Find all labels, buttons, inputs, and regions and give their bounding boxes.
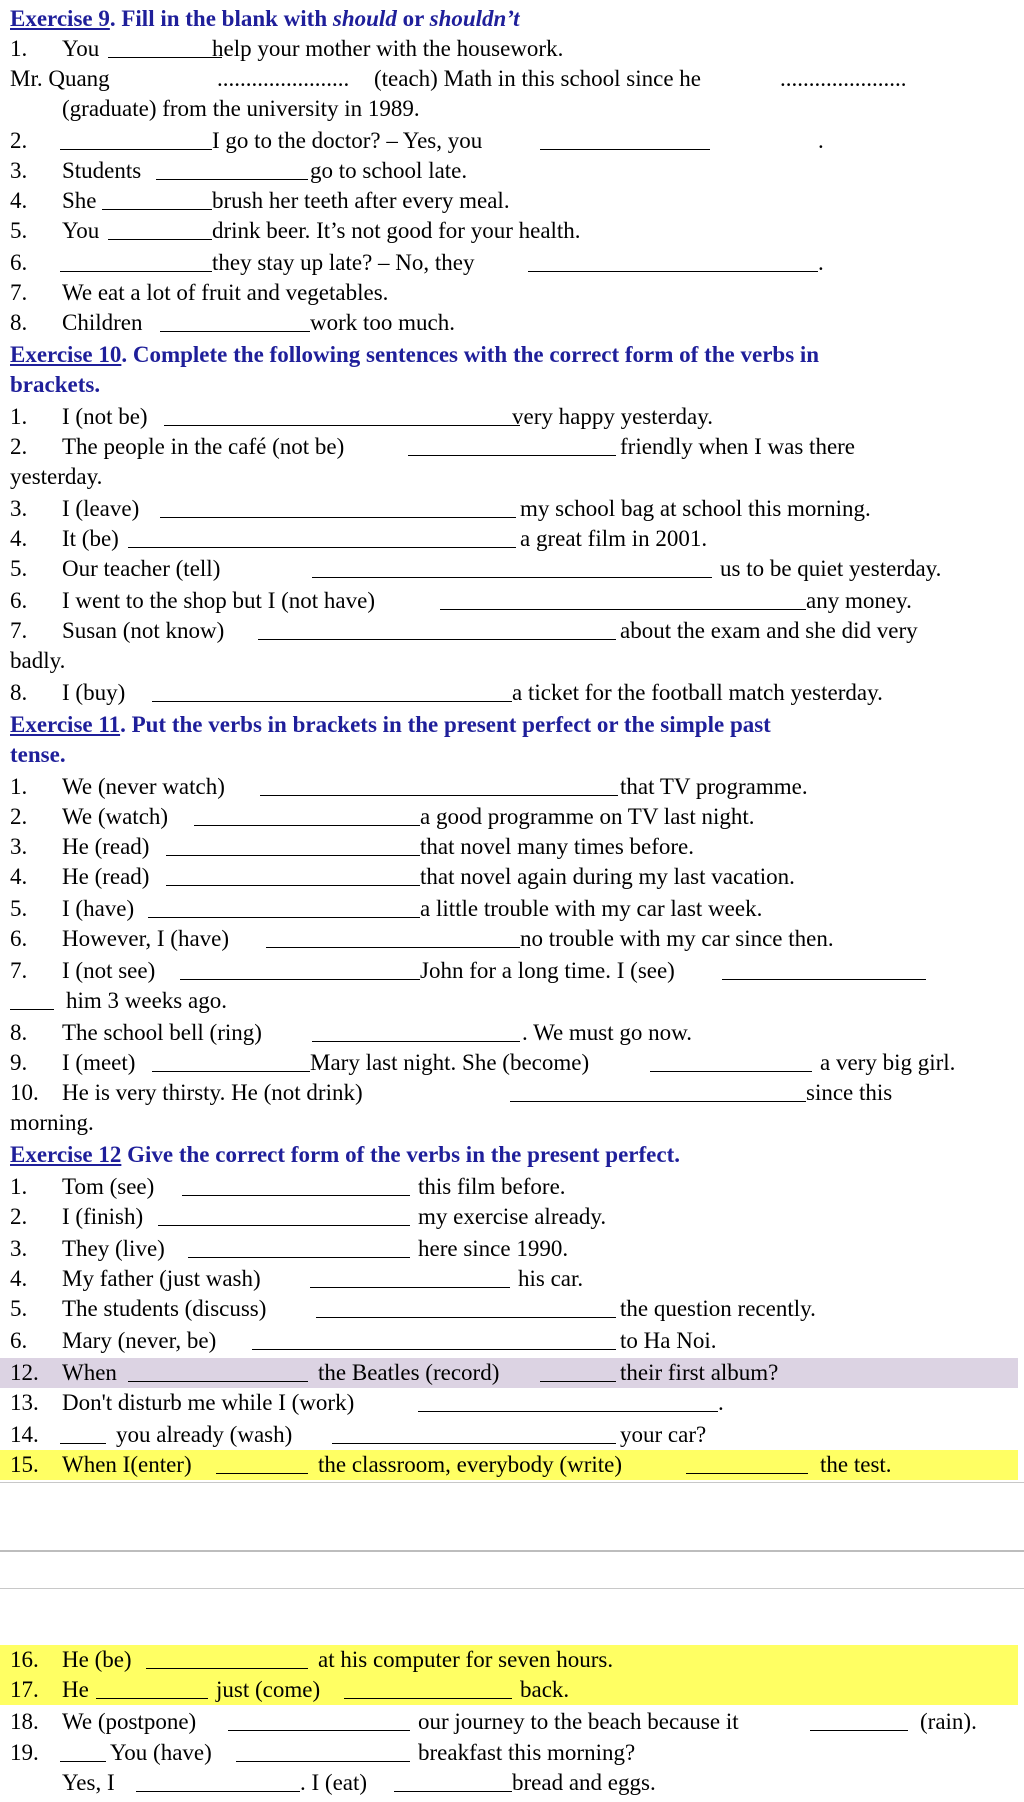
item-text: Mary last night. She (become)	[310, 1050, 590, 1075]
item-text: badly.	[10, 648, 66, 673]
item-number: 3.	[10, 158, 28, 183]
item-text: at his computer for seven hours.	[318, 1647, 614, 1672]
page-break-top	[0, 1482, 1024, 1483]
item-text: help your mother with the housework.	[212, 36, 564, 61]
answer-dots[interactable]: .......................	[217, 66, 350, 91]
item-text: this film before.	[418, 1174, 566, 1199]
item-number: 10.	[10, 1080, 39, 1105]
ex12-item-19-cont	[10, 1768, 1000, 1798]
answer-blank[interactable]	[136, 1768, 300, 1792]
answer-blank[interactable]	[164, 402, 520, 426]
exercise-9-instruction: . Fill in the blank with	[109, 6, 333, 31]
ex9-item-6	[10, 248, 1000, 278]
item-number: 1.	[10, 404, 28, 429]
item-number: 4.	[10, 1266, 28, 1291]
exercise-10-title: Exercise 10	[10, 342, 122, 367]
exercise-10-heading-cont	[10, 370, 1000, 400]
item-number: 8.	[10, 310, 28, 335]
item-text: to Ha Noi.	[620, 1328, 717, 1353]
answer-blank[interactable]	[316, 1294, 616, 1318]
item-text: .	[718, 1390, 724, 1415]
item-text: He	[62, 1677, 89, 1702]
item-text: You	[62, 218, 100, 243]
item-text: a great film in 2001.	[520, 526, 708, 551]
item-text: the classroom, everybody (write)	[318, 1452, 623, 1477]
item-text: they stay up late? – No, they	[212, 250, 475, 275]
ex9-item-1	[10, 34, 1000, 64]
item-text: that novel many times before.	[420, 834, 695, 859]
ex12-item-3	[10, 1234, 1000, 1264]
answer-blank[interactable]	[194, 802, 420, 826]
ex10-item-7-cont	[10, 646, 1000, 676]
item-text: The school bell (ring)	[62, 1020, 262, 1045]
item-text: drink beer. It’s not good for your health.	[212, 218, 581, 243]
item-text: When	[62, 1360, 117, 1385]
item-text: .	[818, 128, 824, 153]
answer-blank[interactable]	[102, 186, 212, 210]
item-text: (graduate) from the university in 1989.	[62, 96, 420, 121]
item-number: 5.	[10, 218, 28, 243]
answer-blank[interactable]	[266, 924, 520, 948]
answer-blank[interactable]	[394, 1768, 512, 1792]
item-number: 2.	[10, 1204, 28, 1229]
answer-blank[interactable]	[108, 34, 222, 58]
answer-blank[interactable]	[156, 156, 308, 180]
exercise-10-instruction-cont: brackets.	[10, 372, 101, 397]
item-number: 3.	[10, 834, 28, 859]
item-text: Susan (not know)	[62, 618, 225, 643]
ex10-item-8	[10, 678, 1000, 708]
item-text: We (watch)	[62, 804, 169, 829]
item-number: 16.	[10, 1647, 39, 1672]
ex11-item-7-cont	[10, 986, 1000, 1016]
item-number: 17.	[10, 1677, 39, 1702]
item-text: friendly when I was there	[620, 434, 856, 459]
ex11-item-5	[10, 894, 1000, 924]
answer-blank[interactable]	[128, 1358, 308, 1382]
item-text: a ticket for the football match yesterday.	[512, 680, 883, 705]
item-number: 6.	[10, 250, 28, 275]
item-text: his car.	[518, 1266, 584, 1291]
item-text: I (buy)	[62, 680, 126, 705]
answer-blank[interactable]	[182, 1172, 410, 1196]
item-number: 7.	[10, 958, 28, 983]
answer-blank[interactable]	[528, 248, 818, 272]
ex11-item-8	[10, 1018, 1000, 1048]
answer-blank[interactable]	[152, 1048, 310, 1072]
ex12-item-5	[10, 1294, 1000, 1324]
item-text: He (read)	[62, 864, 150, 889]
answer-blank[interactable]	[650, 1048, 812, 1072]
ex11-item-4	[10, 862, 1000, 892]
item-number: 7.	[10, 618, 28, 643]
exercise-11-heading-cont	[10, 740, 1000, 770]
answer-blank[interactable]	[236, 1738, 410, 1762]
item-text: (teach) Math in this school since he	[374, 66, 702, 91]
ex9-item-3	[10, 156, 1000, 186]
exercise-9-title: Exercise 9	[10, 6, 110, 31]
item-text: Our teacher (tell)	[62, 556, 221, 581]
item-text: a little trouble with my car last week.	[420, 896, 763, 921]
item-text: the test.	[820, 1452, 892, 1477]
ex10-item-5	[10, 554, 1000, 584]
item-text: Children	[62, 310, 143, 335]
answer-dots[interactable]: ......................	[780, 66, 907, 91]
item-number: 4.	[10, 864, 28, 889]
answer-blank[interactable]	[166, 832, 420, 856]
answer-blank[interactable]	[146, 1645, 308, 1669]
item-text: When I(enter)	[62, 1452, 192, 1477]
item-number: 6.	[10, 1328, 28, 1353]
item-number: 14.	[10, 1422, 39, 1447]
item-number: 5.	[10, 1296, 28, 1321]
item-text: He (read)	[62, 834, 150, 859]
answer-blank[interactable]	[60, 1420, 106, 1444]
item-text: .	[818, 250, 824, 275]
answer-blank[interactable]	[160, 494, 516, 518]
item-text: any money.	[806, 588, 912, 613]
item-text: our journey to the beach because it	[418, 1709, 739, 1734]
answer-blank[interactable]	[166, 862, 420, 886]
item-text: . We must go now.	[522, 1020, 693, 1045]
item-text: the question recently.	[620, 1296, 816, 1321]
item-text: Don't disturb me while I (work)	[62, 1390, 355, 1415]
ex10-item-2-cont	[10, 462, 1000, 492]
answer-blank[interactable]	[260, 772, 618, 796]
item-text: that TV programme.	[620, 774, 808, 799]
item-text: We eat a lot of fruit and vegetables.	[62, 280, 389, 305]
item-number: 1.	[10, 774, 28, 799]
exercise-11-title: Exercise 11	[10, 712, 121, 737]
item-text: work too much.	[310, 310, 456, 335]
item-number: 3.	[10, 496, 28, 521]
item-text: John for a long time. I (see)	[420, 958, 675, 983]
item-text: (rain).	[920, 1709, 977, 1734]
ex12-item-14	[10, 1420, 1000, 1450]
ex9-item-2	[10, 126, 1000, 156]
exercise-10-instruction: . Complete the following sentences with the correct form of the verbs in	[121, 342, 820, 367]
item-number: Mr. Quang	[10, 66, 110, 91]
item-text: You	[62, 36, 100, 61]
answer-blank[interactable]	[216, 1450, 308, 1474]
item-text: that novel again during my last vacation.	[420, 864, 795, 889]
item-text: We (postpone)	[62, 1709, 197, 1734]
ex10-item-4	[10, 524, 1000, 554]
item-number: 2.	[10, 804, 28, 829]
ex11-item-9	[10, 1048, 1000, 1078]
ex9-item-7	[10, 278, 1000, 308]
item-number: 18.	[10, 1709, 39, 1734]
item-number: 2.	[10, 128, 28, 153]
item-text: However, I (have)	[62, 926, 230, 951]
ex12-item-19	[10, 1738, 1000, 1768]
ex12-item-2	[10, 1202, 1000, 1232]
ex9-item-mr-quang	[10, 64, 1000, 94]
page-break-bottom	[0, 1588, 1024, 1589]
item-text: about the exam and she did very	[620, 618, 918, 643]
item-text: I (finish)	[62, 1204, 144, 1229]
item-text: I (leave)	[62, 496, 140, 521]
item-text: bread and eggs.	[512, 1770, 656, 1795]
item-text: It (be)	[62, 526, 119, 551]
ex11-item-7	[10, 956, 1000, 986]
answer-blank[interactable]	[128, 524, 516, 548]
answer-blank[interactable]	[60, 126, 212, 150]
answer-blank[interactable]	[148, 894, 420, 918]
item-number: 2.	[10, 434, 28, 459]
answer-blank[interactable]	[10, 986, 54, 1010]
item-number: 7.	[10, 280, 28, 305]
exercise-9-or: or	[396, 6, 430, 31]
ex11-item-10-cont	[10, 1108, 1000, 1138]
ex11-item-1	[10, 772, 1000, 802]
item-text: here since 1990.	[418, 1236, 569, 1261]
item-text: a good programme on TV last night.	[420, 804, 755, 829]
exercise-12-title: Exercise 12	[10, 1142, 122, 1167]
item-text: My father (just wash)	[62, 1266, 261, 1291]
item-text: They (live)	[62, 1236, 165, 1261]
answer-blank[interactable]	[180, 956, 420, 980]
ex12-item-13	[10, 1388, 1000, 1418]
item-text: back.	[520, 1677, 570, 1702]
ex11-item-3	[10, 832, 1000, 862]
item-text: The students (discuss)	[62, 1296, 267, 1321]
ex10-item-1	[10, 402, 1000, 432]
ex12-item-4	[10, 1264, 1000, 1294]
ex11-item-2	[10, 802, 1000, 832]
item-text: since this	[806, 1080, 893, 1105]
exercise-12-heading	[10, 1140, 1000, 1170]
item-text: yesterday.	[10, 464, 103, 489]
answer-blank[interactable]	[152, 678, 512, 702]
item-number: 6.	[10, 926, 28, 951]
answer-blank[interactable]	[96, 1675, 208, 1699]
item-number: 3.	[10, 1236, 28, 1261]
answer-blank[interactable]	[310, 1264, 510, 1288]
item-text: you already (wash)	[116, 1422, 293, 1447]
item-number: 8.	[10, 1020, 28, 1045]
item-text: brush her teeth after every meal.	[212, 188, 510, 213]
answer-blank[interactable]	[810, 1707, 908, 1731]
item-text: She	[62, 188, 97, 213]
item-number: 5.	[10, 556, 28, 581]
ex11-item-6	[10, 924, 1000, 954]
answer-blank[interactable]	[60, 248, 212, 272]
answer-blank[interactable]	[252, 1326, 616, 1350]
item-text: breakfast this morning?	[418, 1740, 636, 1765]
answer-blank[interactable]	[540, 126, 710, 150]
item-text: We (never watch)	[62, 774, 225, 799]
ex12-item-6	[10, 1326, 1000, 1356]
item-text: my exercise already.	[418, 1204, 607, 1229]
item-number: 9.	[10, 1050, 28, 1075]
answer-blank[interactable]	[722, 956, 926, 980]
ex9-item-mr-quang-cont	[10, 94, 1000, 124]
item-text: He is very thirsty. He (not drink)	[62, 1080, 363, 1105]
item-text: their first album?	[620, 1360, 779, 1385]
answer-blank[interactable]	[686, 1450, 808, 1474]
ex12-item-15	[0, 1450, 1018, 1480]
answer-blank[interactable]	[312, 1018, 520, 1042]
ex10-item-7	[10, 616, 1000, 646]
item-text: morning.	[10, 1110, 94, 1135]
item-text: I (meet)	[62, 1050, 136, 1075]
exercise-11-instruction: . Put the verbs in brackets in the present perfect or the simple past	[120, 712, 771, 737]
answer-blank[interactable]	[188, 1234, 410, 1258]
item-text: Tom (see)	[62, 1174, 155, 1199]
item-text: I went to the shop but I (not have)	[62, 588, 375, 613]
exercise-11-instruction-cont: tense.	[10, 742, 66, 767]
item-number: 5.	[10, 896, 28, 921]
ex9-item-4	[10, 186, 1000, 216]
ex11-item-10	[10, 1078, 1000, 1108]
item-text: us to be quiet yesterday.	[720, 556, 942, 581]
item-text: your car?	[620, 1422, 707, 1447]
answer-blank[interactable]	[540, 1358, 616, 1382]
ex12-item-17	[0, 1675, 1018, 1705]
item-text: . I (eat)	[300, 1770, 368, 1795]
item-text: The people in the café (not be)	[62, 434, 345, 459]
ex12-item-16	[0, 1645, 1018, 1675]
item-text: I (not see)	[62, 958, 156, 983]
item-text: Mary (never, be)	[62, 1328, 217, 1353]
exercise-12-instruction: Give the correct form of the verbs in the present perfect.	[121, 1142, 680, 1167]
item-text: Students	[62, 158, 142, 183]
item-text: You (have)	[110, 1740, 212, 1765]
item-text: I (not be)	[62, 404, 148, 429]
exercise-10-heading	[10, 340, 1000, 370]
ex12-item-12	[0, 1358, 1018, 1388]
item-text: I (have)	[62, 896, 135, 921]
answer-blank[interactable]	[510, 1078, 806, 1102]
item-text: go to school late.	[310, 158, 468, 183]
answer-blank[interactable]	[418, 1388, 718, 1412]
answer-blank[interactable]	[440, 586, 806, 610]
exercise-9-shouldnt: shouldn’t	[429, 6, 520, 31]
item-text: no trouble with my car since then.	[520, 926, 834, 951]
ex9-item-8	[10, 308, 1000, 338]
exercise-9-should: should	[332, 6, 397, 31]
answer-blank[interactable]	[344, 1675, 512, 1699]
item-number: 1.	[10, 36, 28, 61]
answer-blank[interactable]	[228, 1707, 410, 1731]
item-text: just (come)	[216, 1677, 321, 1702]
item-number: 15.	[10, 1452, 39, 1477]
ex12-item-18	[10, 1707, 1000, 1737]
answer-blank[interactable]	[158, 1202, 410, 1226]
answer-blank[interactable]	[258, 616, 616, 640]
ex10-item-3	[10, 494, 1000, 524]
ex9-item-5	[10, 216, 1000, 246]
answer-blank[interactable]	[60, 1738, 106, 1762]
item-text: my school bag at school this morning.	[520, 496, 871, 521]
item-text: Yes, I	[62, 1770, 115, 1795]
item-number: 1.	[10, 1174, 28, 1199]
item-number: 4.	[10, 188, 28, 213]
ex12-item-1	[10, 1172, 1000, 1202]
item-text: very happy yesterday.	[512, 404, 713, 429]
item-text: I go to the doctor? – Yes, you	[212, 128, 483, 153]
answer-blank[interactable]	[108, 216, 212, 240]
item-text: the Beatles (record)	[318, 1360, 500, 1385]
answer-blank[interactable]	[160, 308, 310, 332]
item-number: 19.	[10, 1740, 39, 1765]
item-text: a very big girl.	[820, 1050, 956, 1075]
answer-blank[interactable]	[332, 1420, 616, 1444]
answer-blank[interactable]	[312, 554, 712, 578]
item-number: 4.	[10, 526, 28, 551]
item-number: 6.	[10, 588, 28, 613]
item-number: 8.	[10, 680, 28, 705]
exercise-9-heading	[10, 4, 1000, 34]
item-text: He (be)	[62, 1647, 132, 1672]
page-break-line	[0, 1550, 1024, 1552]
ex10-item-6	[10, 586, 1000, 616]
item-number: 13.	[10, 1390, 39, 1415]
ex10-item-2	[10, 432, 1000, 462]
item-text: him 3 weeks ago.	[66, 988, 227, 1013]
exercise-11-heading	[10, 710, 1000, 740]
item-number: 12.	[10, 1360, 39, 1385]
answer-blank[interactable]	[408, 432, 616, 456]
